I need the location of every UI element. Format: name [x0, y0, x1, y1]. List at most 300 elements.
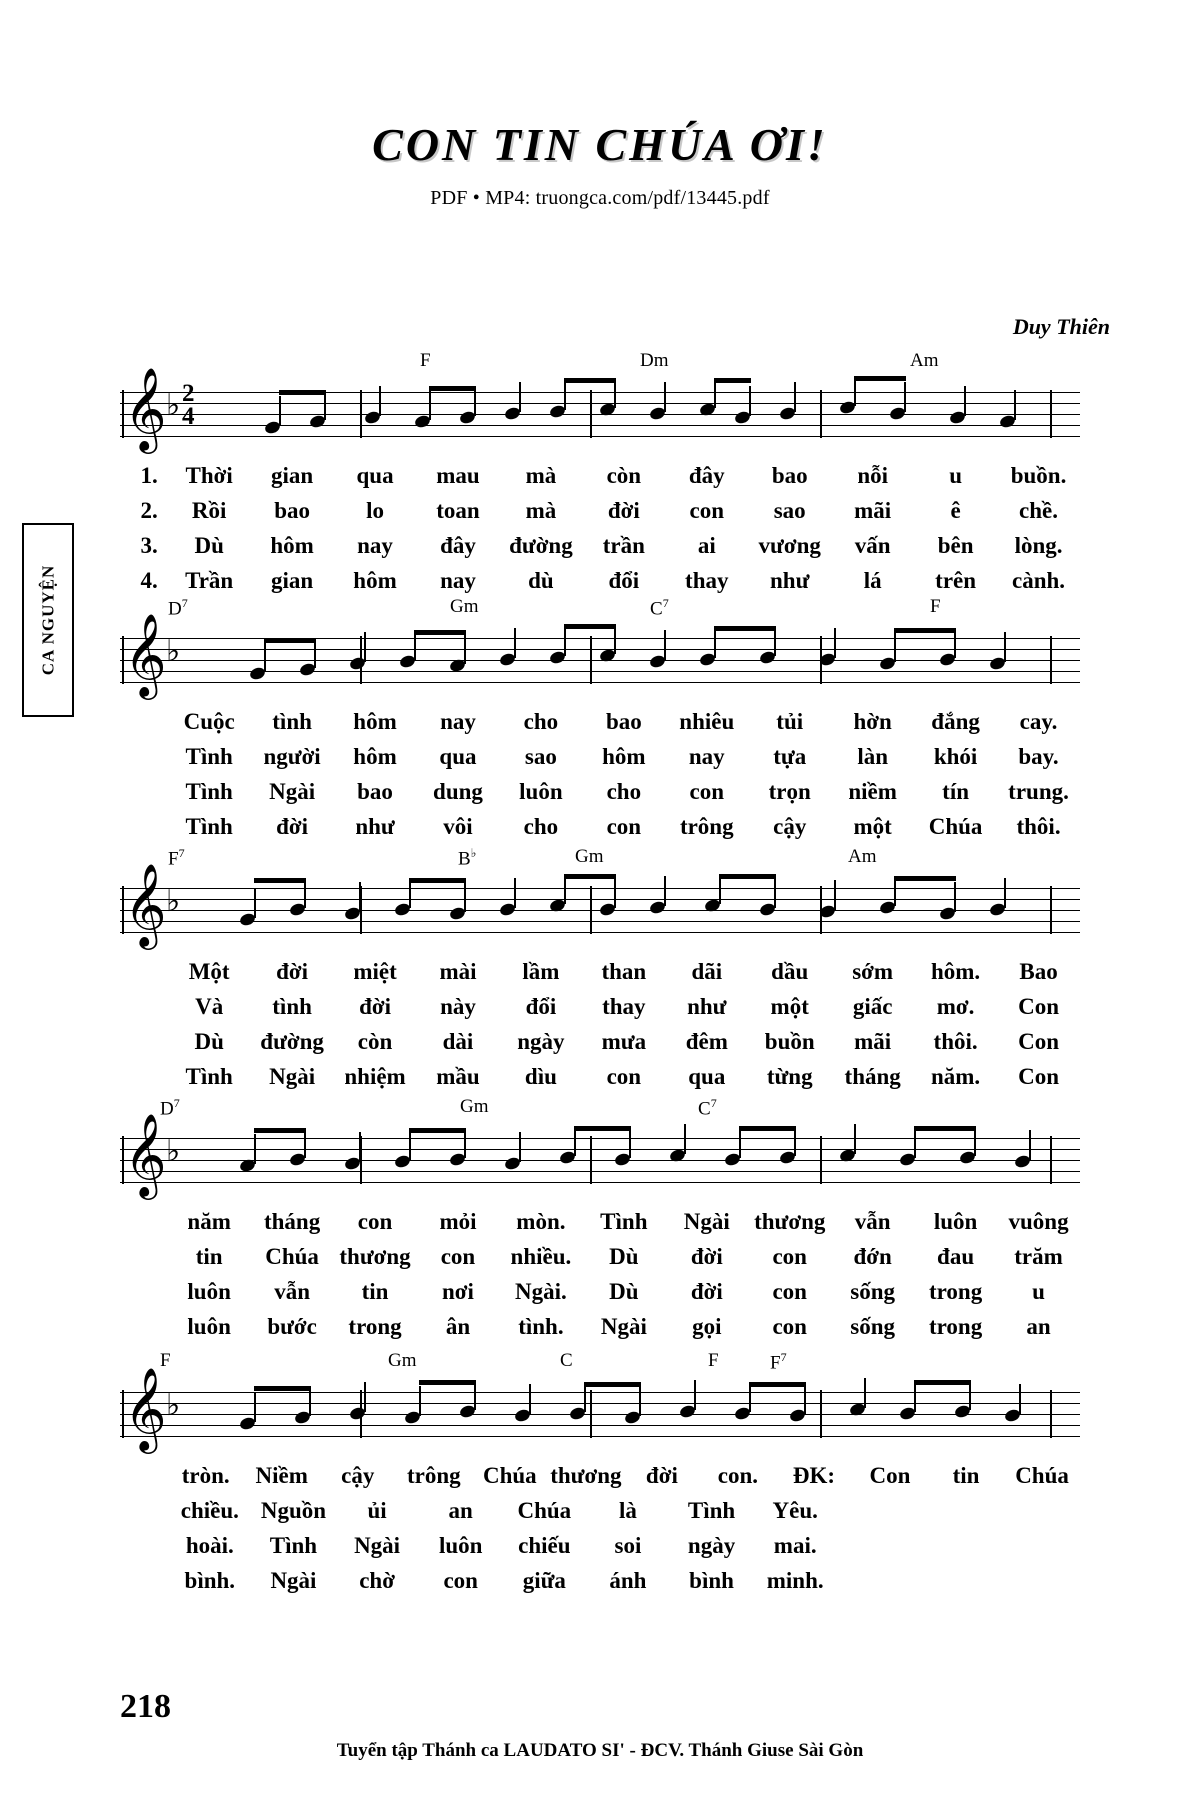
staff-line	[120, 1403, 1080, 1404]
lyric-syllable: bao	[274, 498, 310, 523]
lyric-syllable: thay	[685, 568, 729, 593]
lyric-syllable: hôm	[602, 744, 646, 769]
lyric-syllable: đời	[607, 498, 640, 523]
lyric-line	[120, 1493, 1080, 1528]
lyric-syllable: giấc	[852, 994, 893, 1019]
lyric-syllable: Yêu.	[772, 1498, 818, 1523]
note-stem	[364, 632, 366, 662]
lyric-line	[120, 774, 1080, 809]
treble-clef-icon: 𝄞	[124, 862, 167, 946]
flat-key-signature-icon: ♭	[166, 884, 181, 919]
lyric-syllable: Chúa	[265, 1244, 319, 1269]
lyric-line	[120, 1024, 1080, 1059]
lyric-syllable: dìu	[524, 1064, 557, 1089]
staff-line	[120, 1414, 1080, 1415]
lyric-syllable: sao	[773, 498, 806, 523]
lyric-syllable: dù	[528, 568, 554, 593]
chord-symbol	[458, 846, 476, 870]
lyric-syllable: hôm	[353, 744, 397, 769]
chord-symbol	[388, 1350, 417, 1372]
lyric-syllable: bình.	[184, 1568, 236, 1593]
chord-root: Dm	[640, 350, 669, 371]
barline	[1050, 886, 1052, 934]
verse-number	[120, 704, 168, 739]
barline	[122, 1390, 124, 1438]
lyric-syllable: Dù	[609, 1244, 639, 1269]
note-stem	[854, 1124, 856, 1154]
lyric-line	[120, 563, 1080, 598]
staff-line	[120, 1138, 1080, 1139]
verse-number: 2.	[140, 498, 158, 523]
lyric-syllable: lòng.	[1014, 533, 1063, 558]
barline	[1050, 1136, 1052, 1184]
lyric-syllable: con	[440, 1244, 476, 1269]
chord-root: Gm	[460, 1096, 489, 1117]
lyric-syllable: đời	[645, 1463, 678, 1488]
lyric-syllable: Một	[188, 959, 230, 984]
lyric-syllable: mãi	[854, 1029, 892, 1054]
lyric-syllable: mãi	[854, 498, 892, 523]
note-stem	[954, 628, 956, 658]
lyric-syllable: tin	[952, 1463, 980, 1488]
note-stem	[694, 1380, 696, 1410]
note-stem	[664, 630, 666, 660]
lyric-syllable: gọi	[692, 1314, 722, 1339]
barline	[820, 390, 822, 438]
lyric-syllable: đổi	[608, 568, 640, 593]
lyric-syllable: là	[618, 1498, 637, 1523]
chord-root: Gm	[575, 846, 604, 867]
chord-extension: 7	[178, 846, 185, 860]
note-stem	[1019, 1384, 1021, 1414]
note-stem	[464, 1128, 466, 1158]
chord-root: F	[708, 1350, 719, 1371]
flat-key-signature-icon: ♭	[166, 388, 181, 423]
lyric-syllable: tủi	[776, 709, 804, 734]
beam	[584, 1382, 641, 1387]
lyric-syllable: năm.	[930, 1064, 981, 1089]
lyric-syllable: bao	[771, 463, 808, 488]
lyric-line	[120, 458, 1080, 493]
staff-line	[120, 414, 1080, 415]
note-stem	[359, 882, 361, 912]
treble-clef-icon: 𝄞	[124, 1112, 167, 1196]
lyric-syllable: tín	[942, 779, 970, 804]
note-stem	[304, 1128, 306, 1158]
lyric-syllable: trọn	[768, 779, 811, 804]
lyric-syllable: buồn.	[1010, 463, 1067, 488]
note-stem	[614, 878, 616, 908]
chord-symbol	[640, 350, 669, 372]
lyric-syllable: chiếu	[518, 1533, 571, 1558]
lyric-syllable: qua	[439, 744, 477, 769]
lyric-syllable: Con	[1018, 1029, 1059, 1054]
lyric-line	[120, 954, 1080, 989]
lyric-syllable: mau	[436, 463, 480, 488]
lyric-syllable: mầu	[436, 1064, 480, 1089]
chord-symbol	[420, 350, 431, 372]
lyric-syllable: luôn	[933, 1209, 978, 1234]
verse-number	[120, 739, 168, 774]
chord-root: Gm	[388, 1350, 417, 1371]
lyric-syllable: luôn	[438, 1533, 483, 1558]
lyric-syllable: đường	[260, 1029, 324, 1054]
chord-extension: 7	[662, 596, 669, 610]
chord-symbol	[708, 1350, 719, 1372]
note-stem	[474, 386, 476, 416]
staff-line	[120, 425, 1080, 426]
lyric-syllable: Tình	[600, 1209, 648, 1234]
lyric-syllable: Chúa	[517, 1498, 572, 1523]
lyric-syllable: giữa	[522, 1568, 566, 1593]
note-stem	[464, 634, 466, 664]
music-system	[120, 350, 1080, 598]
lyric-syllable: ĐK:	[792, 1463, 836, 1488]
lyric-syllable: minh.	[766, 1568, 824, 1593]
lyric-syllable: từng	[766, 1064, 813, 1089]
lyric-syllable: Tình	[687, 1498, 736, 1523]
lyric-syllable: đời	[276, 959, 309, 984]
verse-number	[120, 1239, 168, 1274]
note-stem	[664, 876, 666, 906]
lyric-line	[120, 1528, 1080, 1563]
lyric-syllable: bình	[689, 1568, 734, 1593]
lyric-syllable: mơ.	[936, 994, 975, 1019]
lyric-syllable: vôi	[443, 814, 473, 839]
lyric-syllable: tình	[272, 709, 312, 734]
chord-root: C	[560, 1350, 573, 1371]
lyric-syllable: mà	[525, 498, 557, 523]
beam	[854, 376, 906, 381]
treble-clef-icon: 𝄞	[124, 612, 167, 696]
beam	[279, 390, 326, 395]
lyric-line	[120, 528, 1080, 563]
lyric-syllable: ngày	[517, 1029, 565, 1054]
note-stem	[629, 1128, 631, 1158]
lyric-syllable: cay.	[1019, 709, 1058, 734]
chord-symbol	[168, 846, 185, 870]
note-stem	[739, 1128, 741, 1158]
lyric-syllable: Ngài	[269, 1064, 316, 1089]
note-stem	[474, 1380, 476, 1410]
chord-row	[120, 350, 1080, 376]
chord-symbol	[698, 1096, 717, 1120]
lyrics-block	[120, 954, 1080, 1094]
lyric-syllable: lo	[366, 498, 384, 523]
lyrics-block	[120, 704, 1080, 844]
lyric-syllable: vẫn	[274, 1279, 310, 1304]
lyric-syllable: Dù	[194, 533, 224, 558]
staff	[120, 1112, 1080, 1198]
lyric-syllable: hờn	[853, 709, 892, 734]
staff-line	[120, 1149, 1080, 1150]
time-signature-top: 2	[182, 380, 195, 407]
beam	[414, 630, 466, 635]
lyric-syllable: thương	[754, 1209, 826, 1234]
lyric-syllable: thương	[550, 1463, 622, 1488]
flat-key-signature-icon: ♭	[166, 1388, 181, 1423]
barline	[1050, 390, 1052, 438]
note-stem	[364, 1382, 366, 1412]
lyric-syllable: Con	[869, 1463, 911, 1488]
lyric-syllable: thôi.	[933, 1029, 978, 1054]
staff-line	[120, 1160, 1080, 1161]
barline	[1050, 1390, 1052, 1438]
lyric-syllable: đau	[937, 1244, 975, 1269]
verse-number	[120, 1024, 168, 1059]
lyric-syllable: Ngài	[354, 1533, 401, 1558]
lyric-syllable: một	[853, 814, 892, 839]
lyric-syllable: tròn.	[181, 1463, 230, 1488]
note-stem	[964, 386, 966, 416]
lyric-syllable: miệt	[353, 959, 397, 984]
beam	[714, 378, 751, 383]
lyric-syllable: Chúa	[928, 814, 983, 839]
beam	[429, 386, 476, 391]
lyric-syllable: Con	[1018, 994, 1059, 1019]
lyric-syllable: người	[263, 744, 321, 769]
lyric-syllable: dung	[433, 779, 483, 804]
note-stem	[774, 878, 776, 908]
lyric-syllable: gian	[271, 463, 314, 488]
footer-text: Tuyển tập Thánh ca LAUDATO SI' - ĐCV. Thánh Giuse Sài Gòn	[336, 1740, 864, 1761]
beam	[254, 1386, 311, 1391]
barline	[1050, 636, 1052, 684]
lyric-syllable: tình	[272, 994, 312, 1019]
lyric-syllable: buồn	[764, 1029, 815, 1054]
note-stem	[794, 382, 796, 412]
lyric-syllable: cậy	[773, 814, 807, 839]
note-stem	[864, 1378, 866, 1408]
staff-line	[120, 899, 1080, 900]
time-signature	[182, 382, 195, 428]
beam	[914, 1380, 971, 1385]
lyric-syllable: qua	[356, 463, 394, 488]
lyric-syllable: nhiêu	[679, 709, 735, 734]
lyric-syllable: Tình	[185, 744, 233, 769]
lyric-syllable: đêm	[685, 1029, 728, 1054]
lyric-line	[120, 1239, 1080, 1274]
verse-number	[120, 809, 168, 844]
barline	[590, 1390, 592, 1438]
lyric-syllable: bước	[267, 1314, 317, 1339]
note-stem	[254, 888, 256, 918]
note-stem	[1004, 878, 1006, 908]
lyric-syllable: còn	[357, 1029, 393, 1054]
lyric-syllable: tựa	[773, 744, 807, 769]
note-stem	[664, 382, 666, 412]
lyric-syllable: mai.	[773, 1533, 817, 1558]
chord-root: F	[930, 596, 941, 617]
lyric-syllable: đường	[509, 533, 573, 558]
note-stem	[324, 390, 326, 420]
lyric-syllable: dầu	[771, 959, 809, 984]
lyric-syllable: bao	[357, 779, 393, 804]
barline	[122, 636, 124, 684]
lyric-syllable: tin	[195, 1244, 223, 1269]
lyric-syllable: hôm	[353, 709, 397, 734]
beam	[254, 1128, 306, 1133]
lyric-syllable: con	[772, 1314, 807, 1339]
staff-line	[120, 932, 1080, 933]
staff	[120, 612, 1080, 698]
lyric-syllable: Và	[195, 994, 224, 1019]
beam	[409, 1128, 466, 1133]
note-stem	[304, 878, 306, 908]
lyric-syllable: sao	[524, 744, 557, 769]
lyric-syllable: hoài.	[185, 1533, 234, 1558]
note-stem	[1014, 390, 1016, 420]
lyric-syllable: chề.	[1019, 498, 1059, 523]
note-stem	[969, 1380, 971, 1410]
lyric-syllable: trong	[928, 1279, 983, 1304]
lyric-syllable: soi	[614, 1533, 642, 1558]
lyric-syllable: Bao	[1019, 959, 1058, 984]
lyric-syllable: dãi	[691, 959, 723, 984]
note-stem	[749, 386, 751, 416]
lyric-syllable: Tình	[185, 1064, 233, 1089]
lyric-line	[120, 989, 1080, 1024]
lyric-syllable: Ngài	[270, 1568, 317, 1593]
lyric-syllable: chờ	[359, 1568, 395, 1593]
chord-symbol	[910, 350, 939, 372]
barline	[590, 390, 592, 438]
lyric-syllable: con	[689, 498, 725, 523]
lyric-syllable: ủi	[367, 1498, 387, 1523]
lyric-syllable: Tình	[269, 1533, 318, 1558]
lyric-syllable: Dù	[609, 1279, 639, 1304]
chord-symbol	[650, 596, 669, 620]
lyric-syllable: thôi.	[1016, 814, 1061, 839]
note-stem	[379, 386, 381, 416]
chord-root: Gm	[450, 596, 479, 617]
lyric-syllable: sớm	[852, 959, 894, 984]
note-stem	[409, 1130, 411, 1160]
note-stem	[639, 1386, 641, 1416]
subtitle-links: PDF • MP4: truongca.com/pdf/13445.pdf	[430, 187, 770, 209]
barline	[820, 1390, 822, 1438]
note-stem	[264, 642, 266, 672]
verse-number	[120, 774, 168, 809]
flat-key-signature-icon: ♭	[166, 1134, 181, 1169]
staff-line	[120, 403, 1080, 404]
staff	[120, 862, 1080, 948]
beam	[564, 378, 616, 383]
note-stem	[419, 1386, 421, 1416]
lyric-syllable: u	[949, 463, 962, 488]
staff-line	[120, 392, 1080, 393]
beam	[419, 1380, 476, 1385]
lyric-syllable: u	[1032, 1279, 1045, 1304]
lyric-syllable: con	[772, 1244, 807, 1269]
beam	[564, 874, 616, 879]
chord-row	[120, 846, 1080, 872]
lyric-line	[120, 704, 1080, 739]
chord-root: D	[168, 598, 182, 620]
music-system	[120, 1096, 1080, 1344]
lyric-syllable: trông	[406, 1463, 461, 1488]
chord-symbol	[575, 846, 604, 868]
lyric-syllable: lá	[863, 568, 882, 593]
chord-row	[120, 1096, 1080, 1122]
lyric-syllable: gian	[271, 568, 314, 593]
chord-symbol	[450, 596, 479, 618]
note-stem	[309, 1386, 311, 1416]
lyric-syllable: ngày	[687, 1533, 736, 1558]
beam	[714, 626, 776, 631]
lyric-syllable: an	[1026, 1314, 1051, 1339]
lyric-syllable: Tình	[185, 779, 233, 804]
note-stem	[834, 880, 836, 910]
lyric-syllable: nay	[440, 568, 476, 593]
lyric-syllable: Ngài	[600, 1314, 647, 1339]
lyric-line	[120, 1563, 1080, 1598]
sheet-music-page	[0, 118, 1200, 1814]
section-tab	[22, 523, 74, 717]
beam	[749, 1382, 806, 1387]
chord-root: F	[770, 1352, 781, 1374]
verse-number	[120, 1204, 168, 1239]
chord-extension: 7	[173, 1096, 180, 1110]
note-stem	[279, 396, 281, 426]
lyric-syllable: còn	[606, 463, 642, 488]
lyric-syllable: nhiệm	[344, 1064, 406, 1089]
treble-clef-icon: 𝄞	[124, 1366, 167, 1450]
lyric-syllable: Cuộc	[183, 709, 235, 734]
lyric-line	[120, 1204, 1080, 1239]
lyric-line	[120, 493, 1080, 528]
lyric-syllable: qua	[688, 1064, 726, 1089]
lyric-syllable: luôn	[187, 1279, 231, 1304]
lyric-syllable: đời	[276, 814, 309, 839]
lyric-syllable: vẫn	[854, 1209, 891, 1234]
flat-key-signature-icon: ♭	[166, 634, 181, 669]
lyric-syllable: vấn	[854, 533, 891, 558]
note-stem	[1004, 632, 1006, 662]
lyric-syllable: hôm	[353, 568, 397, 593]
lyric-syllable: mài	[439, 959, 477, 984]
lyric-syllable: niềm	[848, 779, 897, 804]
lyric-syllable: tình.	[518, 1314, 564, 1339]
chord-symbol	[770, 1350, 787, 1374]
lyric-syllable: mưa	[601, 1029, 647, 1054]
chord-extension: 7	[181, 596, 188, 610]
lyric-syllable: trên	[935, 568, 977, 593]
barline	[122, 886, 124, 934]
note-stem	[914, 1128, 916, 1158]
lyric-syllable: cho	[606, 779, 642, 804]
note-stem	[254, 1392, 256, 1422]
chord-root: Am	[848, 846, 877, 867]
lyric-syllable: hôm	[270, 533, 314, 558]
lyric-syllable: Chúa	[482, 1463, 537, 1488]
beam	[409, 878, 466, 883]
note-stem	[564, 626, 566, 656]
note-stem	[514, 628, 516, 658]
note-stem	[834, 628, 836, 658]
lyric-syllable: thương	[339, 1244, 411, 1269]
lyric-syllable: đắng	[931, 709, 980, 734]
lyric-syllable: nhiều.	[510, 1244, 572, 1269]
chord-root: C	[650, 598, 663, 620]
verse-number	[120, 1528, 168, 1563]
note-stem	[614, 378, 616, 408]
beam	[914, 1126, 976, 1131]
lyric-syllable: tháng	[844, 1064, 901, 1089]
page-number: 218	[120, 1688, 171, 1725]
beam	[264, 638, 316, 643]
lyric-syllable: Con	[1018, 1064, 1059, 1089]
